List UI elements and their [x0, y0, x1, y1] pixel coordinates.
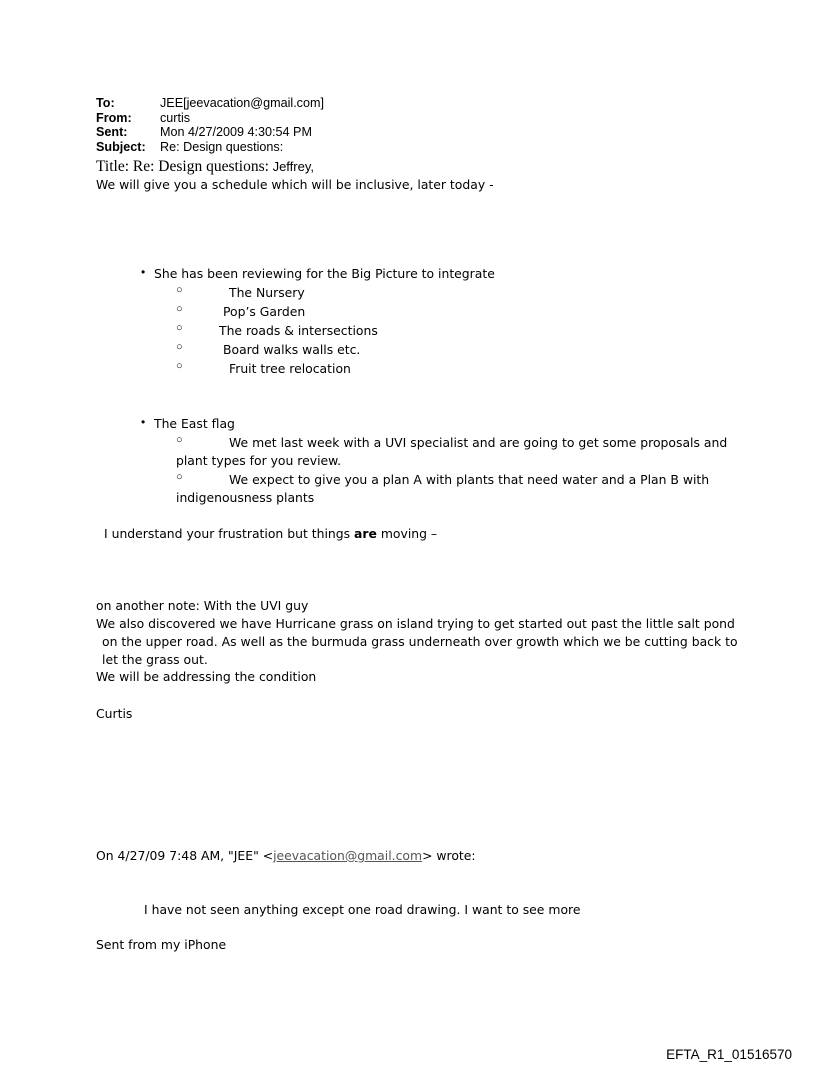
- bullet-2-text: The East flag: [154, 416, 235, 431]
- greeting-text: Jeffrey,: [268, 159, 314, 174]
- sub-item-plan-a-b: We expect to give you a plan A with plants that need water and a Plan B with indigenousness plants: [176, 472, 710, 505]
- schedule-line: We will give you a schedule which will be inclusive, later today -: [96, 177, 494, 192]
- sent-value: Mon 4/27/2009 4:30:54 PM: [160, 125, 312, 139]
- bullet-dot: •: [141, 265, 146, 279]
- subject-row: [96, 140, 324, 155]
- sub-bullet-circle: ○: [176, 303, 183, 315]
- sub-item-pops-garden: Pop’s Garden: [223, 304, 306, 319]
- title-line: [96, 158, 314, 176]
- discovered-paragraph: We also discovered we have Hurricane grass on island trying to get started out past the little salt pond on the upper road. As well as the burmuda grass underneath over growth which we be cutting back to let the grass out.: [96, 616, 738, 667]
- sub-item-uvi-specialist: We met last week with a UVI specialist and are going to get some proposals and plant types for you review.: [176, 435, 728, 468]
- sub-bullet-circle: ○: [176, 434, 183, 446]
- email-header: [96, 96, 324, 154]
- from-value: curtis: [160, 110, 191, 125]
- sent-from-line: Sent from my iPhone: [96, 937, 227, 952]
- signature: Curtis: [96, 706, 133, 721]
- quoted-intro: [96, 847, 476, 865]
- addressing-line: We will be addressing the condition: [96, 669, 317, 684]
- from-row: [96, 111, 324, 126]
- sent-row: [96, 125, 324, 140]
- quoted-email-link[interactable]: jeevacation@gmail.com: [273, 848, 423, 863]
- sub-item-nursery: The Nursery: [229, 285, 305, 300]
- frustration-text-start: I understand your frustration but things: [104, 526, 355, 541]
- sub-item-board-walks: Board walks walls etc.: [223, 342, 361, 357]
- bullet-1-text: She has been reviewing for the Big Picture to integrate: [154, 266, 495, 281]
- from-label: From:: [96, 110, 132, 125]
- sub-bullet-circle: ○: [176, 360, 183, 372]
- sub-item-roads: The roads & intersections: [219, 323, 378, 338]
- quoted-intro-end: > wrote:: [422, 848, 476, 863]
- note-line: on another note: With the UVI guy: [96, 598, 309, 613]
- quoted-intro-start: On 4/27/09 7:48 AM, "JEE" <: [96, 848, 274, 863]
- sent-label: Sent:: [96, 125, 128, 139]
- to-label: To:: [96, 96, 115, 110]
- frustration-text-end: moving –: [376, 526, 438, 541]
- bullet-dot: •: [141, 415, 146, 429]
- document-id: EFTA_R1_01516570: [666, 1047, 792, 1062]
- to-row: [96, 96, 324, 111]
- title-text: Title: Re: Design questions:: [96, 158, 269, 175]
- sub-bullet-circle: ○: [176, 471, 183, 483]
- sub-item-fruit-tree: Fruit tree relocation: [229, 361, 351, 376]
- subject-label: Subject:: [96, 139, 146, 154]
- frustration-bold-word: are: [354, 526, 377, 541]
- sub-bullet-circle: ○: [176, 322, 183, 334]
- quoted-message: I have not seen anything except one road drawing. I want to see more: [144, 902, 581, 917]
- sub-bullet-circle: ○: [176, 341, 183, 353]
- frustration-line: [104, 525, 437, 543]
- to-value: JEE[jeevacation@gmail.com]: [160, 96, 324, 110]
- sub-bullet-circle: ○: [176, 284, 183, 296]
- subject-value: Re: Design questions:: [160, 139, 284, 154]
